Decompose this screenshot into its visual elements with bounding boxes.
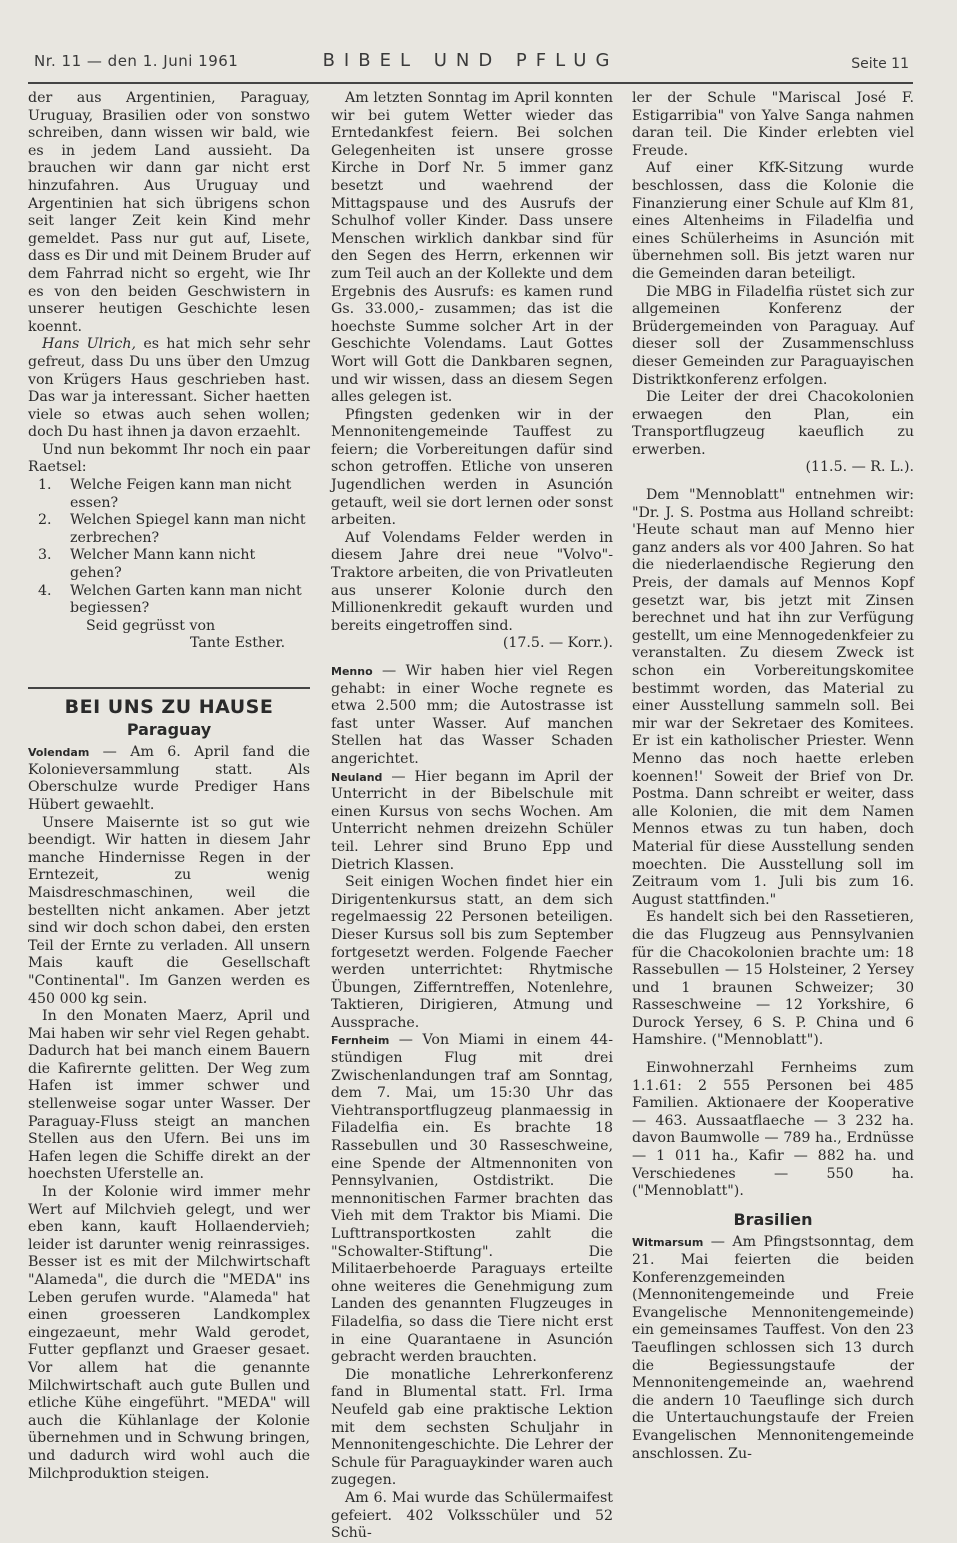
column-3 (632, 90, 914, 1462)
section-heading: BEI UNS ZU HAUSE (28, 687, 310, 717)
issue-date: Nr. 11 — den 1. Juni 1961 (34, 52, 239, 70)
paragraph-text: — Am 6. April fand die Kolonieversammlung statt. Als Oberschulze wurde Prediger Hans Hübert gewaehlt. (28, 744, 310, 813)
column-1 (28, 90, 310, 1482)
riddle-number: 1. (38, 477, 52, 494)
region-heading: Paraguay (126, 719, 212, 739)
region-heading: Brasilien (733, 1209, 813, 1229)
paragraph: Seit einigen Wochen findet hier ein Dirigentenkursus statt, an dem sich regelmaessig 22 Personen beteiligen. Dieser Kursus soll bis zum September fortgesetzt werden. Folgende Faecher werden unterrichtet: Rhytmische Übungen, Zifferntreffen, Notenlehre, Taktieren, Dirigieren, Atmung und Aussprache. (331, 874, 613, 1031)
addressee-name: Hans Ulrich, (42, 336, 137, 353)
correspondent-signature: (11.5. — R. L.). (805, 459, 914, 476)
paragraph: Es handelt sich bei den Rassetieren, die das Flugzeug aus Pennsylvanien für die Chacokolonien brachte um: 18 Rassebullen — 15 Holsteiner, 2 Yersey und 1 braunen Schweizer; 30 Rasseschweine — 12 Yorkshire, 6 Durock Yersey, 6 S. P. China und 6 Hamshire. ("Mennoblatt"). (632, 909, 914, 1049)
list-item (28, 547, 310, 582)
paragraph: Einwohnerzahl Fernheims zum 1.1.61: 2 555 Personen bei 485 Familien. Aktionaere der Kooperative — 463. Aussaatflaeche — 3 232 ha. davon Baumwolle — 789 ha., Erdnüsse — 1 011 ha., Kafir — 882 ha. und Verschiedenes — 550 ha. ("Mennoblatt"). (632, 1060, 914, 1200)
paragraph: Unsere Maisernte ist so gut wie beendigt. Wir hatten in diesem Jahr manche Hindernisse Regen in der Erntezeit, zu wenig Maisdreschmaschinen, weil die bestellten nicht ankamen. Aber jetzt sind wir doch schon dabei, den ersten Teil der Ernte zu verladen. All unsern Mais kauft die Gesellschaft "Continental". Im Ganzen werden es 450 000 kg sein. (28, 814, 310, 1007)
place-name: Witmarsum (632, 1236, 704, 1250)
riddle-text: Welcher Mann kann nicht gehen? (70, 547, 256, 582)
column-2 (331, 90, 613, 1542)
place-name: Volendam (28, 746, 90, 760)
paragraph: Die monatliche Lehrerkonferenz fand in Blumental statt. Frl. Irma Neufeld gab eine praktische Lektion mit dem sechsten Schuljahr in Mennonitengeschichte. Die Lehrer der Schule für Paraguaykinder waren auch zugegen. (331, 1366, 613, 1489)
paragraph-text: — Wir haben hier viel Regen gehabt: in einer Woche regnete es etwa 2.500 mm; die Autostrasse ist fast unter Wasser. Auf manchen Stellen hat das Wasser Schaden angerichtet. (331, 663, 613, 767)
riddle-text: Welche Feigen kann man nicht essen? (70, 477, 292, 511)
signature: Tante Esther. (190, 635, 286, 652)
paragraph: In der Kolonie wird immer mehr Wert auf Milchvieh gelegt, und wer eben kann, kauft Hollaendervieh; leider ist darunter wenig reinrassiges. Besser ist es mit der Milchwirtschaft "Alameda", die durch die "MEDA" ins Leben gerufen wurde. "Alameda" hat einen groesseren Landkomplex eingezaeunt, mehr Wald gerodet, Futter gepflanzt und Graeser gesaet. Vor allem hat die genannte Milchwirtschaft auch gute Bullen und etliche Kühe eingeführt. "MEDA" will auch die Kühlanlage der Kolonie übernehmen und in Schwung bringen, und dadurch wird wohl auch die Milchproduktion steigen. (28, 1184, 310, 1482)
riddle-text: Welchen Garten kann man nicht begiessen? (70, 582, 302, 617)
list-item (28, 512, 310, 547)
masthead (28, 46, 913, 84)
paragraph: Am 6. Mai wurde das Schülermaifest gefeiert. 402 Volksschüler und 52 Schü- (331, 1489, 613, 1542)
paragraph (331, 663, 613, 769)
correspondent-signature: (17.5. — Korr.). (502, 635, 613, 652)
riddle-number: 3. (38, 547, 52, 564)
paragraph-text: — Hier begann im April der Unterricht in der Bibelschule mit einen Kursus von sechs Wochen. Am Unterricht nehmen dreizehn Schüler teil. Lehrer sind Bruno Epp und Dietrich Klassen. (331, 768, 613, 873)
place-name: Menno (331, 665, 373, 678)
paragraph (632, 1234, 914, 1463)
paragraph: Pfingsten gedenken wir in der Mennonitengemeinde Tauffest zu feiern; die Vorbereitungen dafür sind schon getroffen. Etliche von unseren Jugendlichen werden in Asunción getauft, weil sie dort lernen oder sonst arbeiten. (331, 406, 613, 529)
paragraph: In den Monaten Maerz, April und Mai haben wir sehr viel Regen gehabt. Dadurch hat bei manch einem Bauern die Kafirernte gelitten. Der Weg zum Hafen ist immer schwer und stellenweise sogar unter Wasser. Der Paraguay-Fluss steigt an manchen Stellen aus den Ufern. Bei uns im Hafen legen die Schiffe direkt an der hoechsten Uferstelle an. (28, 1008, 310, 1183)
list-item (28, 477, 310, 512)
paragraph: Dem "Mennoblatt" entnehmen wir: "Dr. J. S. Postma aus Holland schreibt: 'Heute schaut man auf Menno hier ganz anders als vor 400 Jahren. So hat die niederlaendische Regierung den Preis, der damals auf Mennos Kopf gesetzt war, bis jetzt mit Zinsen berechnet und hat ihn zur Verfügung gestellt, um eine Mennogedenkfeier zu veranstalten. Zu diesem Zweck ist schon ein Vorbereitungskomitee bestimmt worden, das Material zu einer Ausstellung sammeln soll. Bei mir war der Sekretaer des Komitees. Er ist ein katholischer Priester. Wenn Menno das noch haette erleben koennen!' Soweit der Brief von Dr. Postma. Dann schreibt er weiter, dass alle Kolonien, die mit dem Namen Mennos etwas zu tun haben, doch Material für diese Ausstellung senden moechten. Die Ausstellung soll im Zeitraum vom 1. Juli bis zum 16. August stattfinden." (632, 487, 914, 908)
paragraph-text: — Am Pfingstsonntag, dem 21. Mai feierten die beiden Konferenzgemeinden (Mennonitengemeinde und Freie Evangelische Mennonitengemeinde) ein gemeinsames Tauffest. Von den 23 Taeuflingen schlossen sich 13 durch die Begiessungstaufe der Mennonitengemeinde an, waehrend die andern 10 Taeuflinge sich durch die Untertauchungstaufe der Freien Evangelischen Mennonitengemeinde anschlossen. Zu- (632, 1234, 914, 1462)
paragraph: Auf einer KfK-Sitzung wurde beschlossen, dass die Kolonie die Finanzierung einer Schule auf Klm 81, eines Altenheims in Filadelfia und eines Schülerheims in Asunción mit übernehmen soll. Bis jetzt waren nur die Gemeinden daran beteiligt. (632, 160, 914, 282)
page-number: Seite 11 (851, 56, 909, 72)
riddle-list (28, 477, 310, 618)
place-name: Neuland (331, 770, 383, 784)
riddle-number: 2. (38, 512, 52, 529)
list-item (28, 583, 310, 618)
paragraph-text: es hat mich sehr sehr gefreut, dass Du uns über den Umzug von Krügers Haus geschrieben hast. Das war ja interessant. Sicher haetten viele so etwas auch sehen wollen; doch Du hast ihnen ja davon erzaehlt. (28, 336, 310, 441)
paragraph (331, 1032, 613, 1366)
paragraph: Die MBG in Filadelfia rüstet sich zur allgemeinen Konferenz der Brüdergemeinden von Paraguay. Auf dieser soll der Zusammenschluss dieser Gemeinden zur Paraguayischen Distriktkonferenz erfolgen. (632, 283, 914, 388)
paragraph: der aus Argentinien, Paraguay, Uruguay, Brasilien oder von sonstwo schreiben, dann wissen wir bald, wie es in jedem Land aussieht. Da brauchen wir dann gar nicht erst hinzufahren. Aus Uruguay und Argentinien hat sich übrigens schon seit langer Zeit kein Kind mehr gemeldet. Pass nur gut auf, Lisete, dass es Dir und mit Deinem Bruder auf dem Fahrrad nicht so ergeht, wie Ihr es von den beiden Geschwistern in unserer heutigen Geschichte lesen koennt. (28, 90, 310, 335)
paragraph (28, 744, 310, 814)
newspaper-title: BIBEL UND PFLUG (322, 50, 619, 71)
paragraph: Und nun bekommt Ihr noch ein paar Raetsel: (28, 441, 310, 476)
paragraph: ler der Schule "Mariscal José F. Estigarribia" von Yalve Sanga nahmen daran teil. Die Kinder erlebten viel Freude. (632, 90, 914, 159)
place-name: Fernheim (331, 1034, 390, 1048)
riddle-number: 4. (38, 582, 52, 599)
paragraph-text: — Von Miami in einem 44-stündigen Flug mit drei Zwischenlandungen traf am Sonntag, dem 7. Mai, um 15:30 Uhr das Viehtransportflugzeug planmaessig in Filadelfia ein. Es brachte 18 Rassebullen und 30 Rasseschweine, eine Spende der Altmennoniten von Pennsylvanien, Ostdistrikt. Die mennonitischen Farmer brachten das Vieh mit dem Traktor bis Miami. Die Lufttransportkosten zahlt die "Schowalter-Stiftung". Die Militaerbehoerde Paraguays erteilte ohne weiteres die Genehmigung zum Landen des genannten Flugzeuges in Filadelfia, so dass die Tiere nicht erst in eine Quarantaene in Asunción gebracht werden brauchten. (331, 1032, 613, 1366)
paragraph: Die Leiter der drei Chacokolonien erwaegen den Plan, ein Transportflugzeug kaeuflich zu erwerben. (632, 389, 914, 458)
paragraph (331, 769, 613, 875)
paragraph: Am letzten Sonntag im April konnten wir bei gutem Wetter wieder das Erntedankfest feiern. Bei solchen Gelegenheiten ist unsere grosse Kirche in Dorf Nr. 5 immer ganz besetzt und waehrend der Mittagspause und des Ausrufs der Schulhof voller Kinder. Dass unsere Menschen wirklich dankbar sind für den Segen des Herrn, erkennen wir zum Teil auch an der Kollekte und dem Ergebnis des Ausrufs: es kamen rund Gs. 33.000,- zusammen; das ist die hoechste Summe solcher Art in der Geschichte Volendams. Laut Gottes Wort will Gott die Dankbaren segnen, und wir wissen, dass an diesem Segen alles gelegen ist. (331, 90, 613, 406)
greeting: Seid gegrüsst von (86, 617, 216, 634)
paragraph: Auf Volendams Felder werden in diesem Jahre drei neue "Volvo"-Traktore arbeiten, die von Privatleuten aus unserer Kolonie durch den Millionenkredit gekauft wurden und bereits eingetroffen sind. (331, 529, 613, 634)
paragraph (28, 336, 310, 442)
riddle-text: Welchen Spiegel kann man nicht zerbrechen? (70, 512, 306, 546)
